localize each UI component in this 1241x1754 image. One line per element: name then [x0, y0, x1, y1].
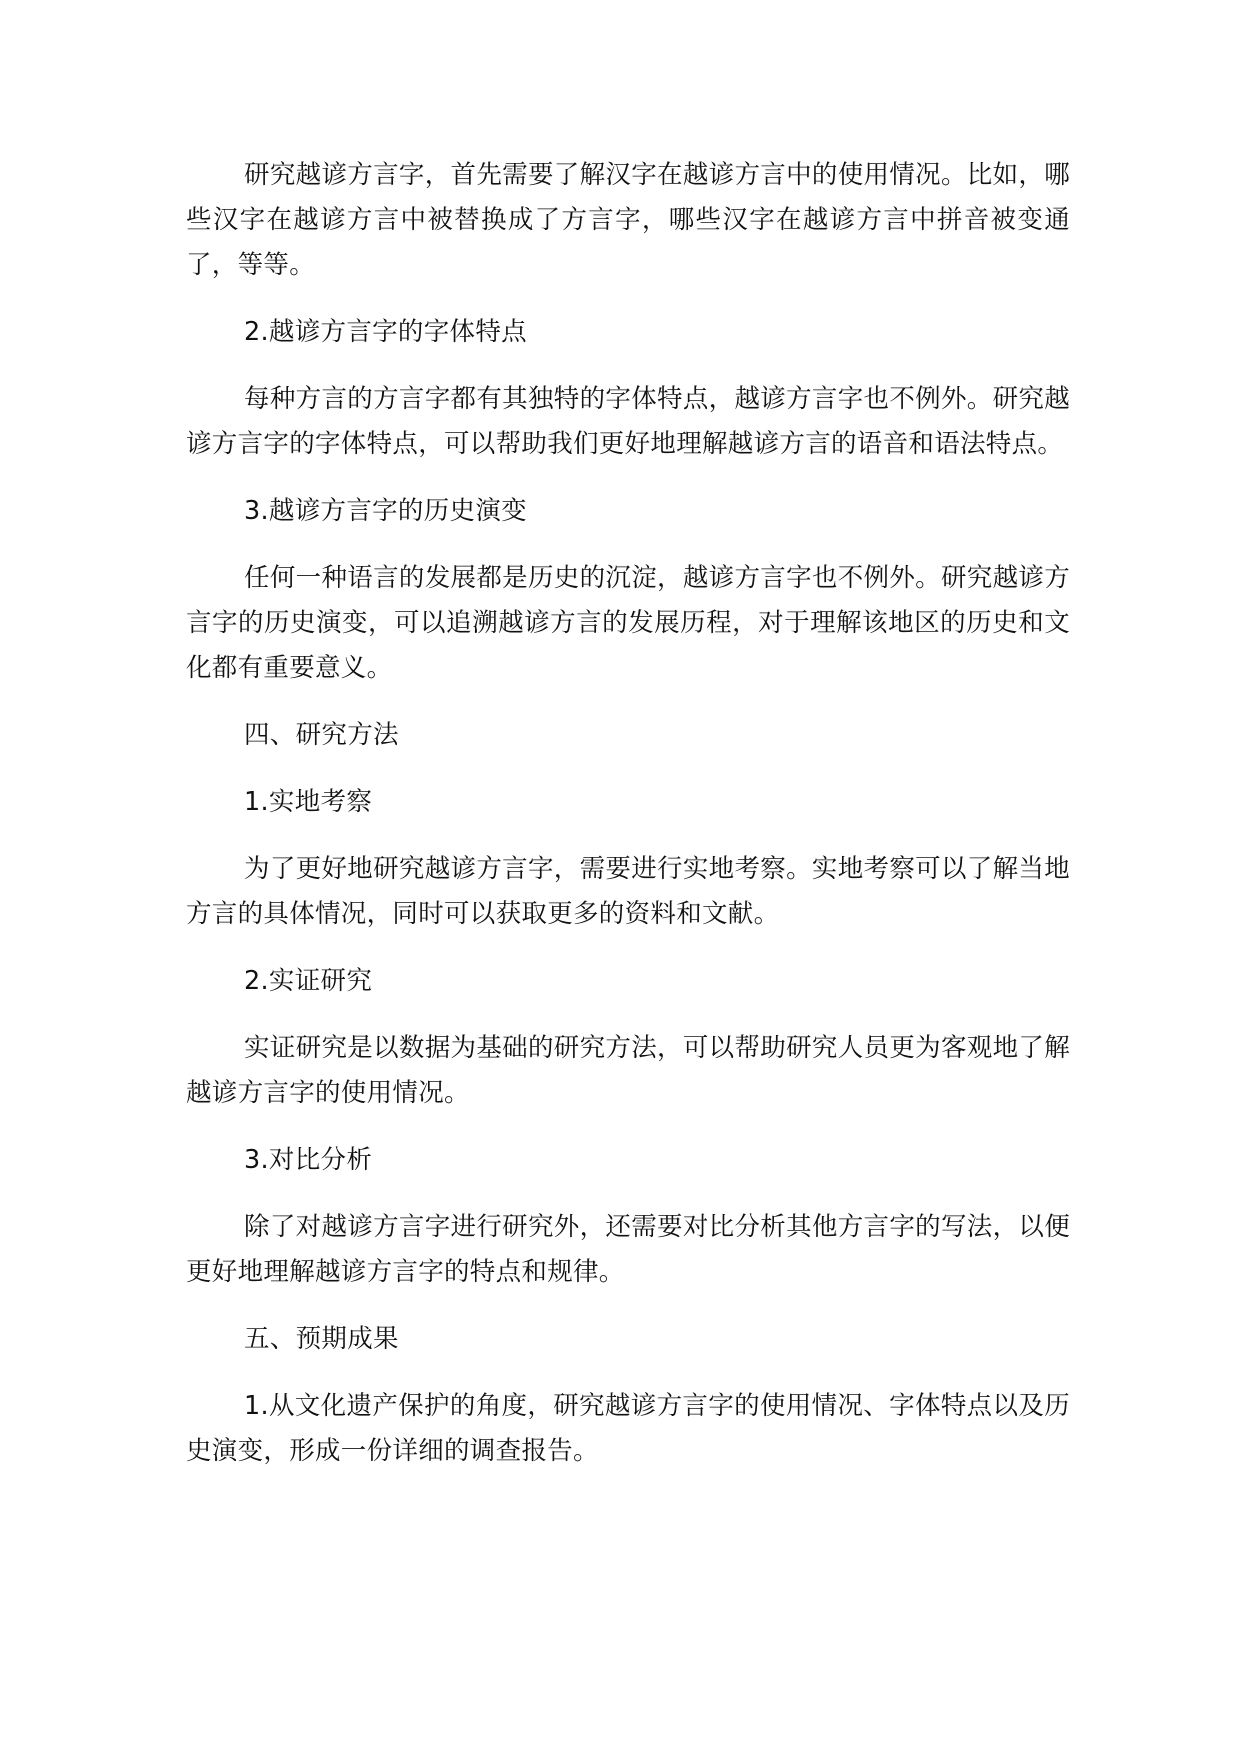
heading-historical-evolution: 3.越谚方言字的历史演变 [244, 496, 527, 526]
paragraph-empirical-research: 实证研究是以数据为基础的研究方法，可以帮助研究人员更为客观地了解越谚方言字的使用情况。 [186, 1033, 1070, 1108]
heading-empirical-research: 2.实证研究 [244, 966, 373, 996]
paragraph-comparative-analysis: 除了对越谚方言字进行研究外，还需要对比分析其他方言字的写法，以便更好地理解越谚方言字的特点和规律。 [186, 1212, 1070, 1287]
paragraph-historical-evolution: 任何一种语言的发展都是历史的沉淀，越谚方言字也不例外。研究越谚方言字的历史演变，可以追溯越谚方言的发展历程，对于理解该地区的历史和文化都有重要意义。 [186, 563, 1070, 683]
heading-font-features: 2.越谚方言字的字体特点 [244, 317, 527, 347]
heading-field-survey: 1.实地考察 [244, 787, 373, 817]
paragraph-expected-results: 1.从文化遗产保护的角度，研究越谚方言字的使用情况、字体特点以及历史演变，形成一份详细的调查报告。 [186, 1391, 1070, 1466]
paragraph-font-features: 每种方言的方言字都有其独特的字体特点，越谚方言字也不例外。研究越谚方言字的字体特点，可以帮助我们更好地理解越谚方言的语音和语法特点。 [186, 384, 1070, 459]
heading-expected-results: 五、预期成果 [244, 1324, 399, 1354]
paragraph-field-survey: 为了更好地研究越谚方言字，需要进行实地考察。实地考察可以了解当地方言的具体情况，同时可以获取更多的资料和文献。 [186, 854, 1070, 929]
heading-research-methods: 四、研究方法 [244, 720, 399, 750]
document-body [186, 153, 1070, 1474]
paragraph-dialect-usage: 研究越谚方言字，首先需要了解汉字在越谚方言中的使用情况。比如，哪些汉字在越谚方言中被替换成了方言字，哪些汉字在越谚方言中拼音被变通了，等等。 [186, 160, 1070, 280]
heading-comparative-analysis: 3.对比分析 [244, 1145, 373, 1175]
